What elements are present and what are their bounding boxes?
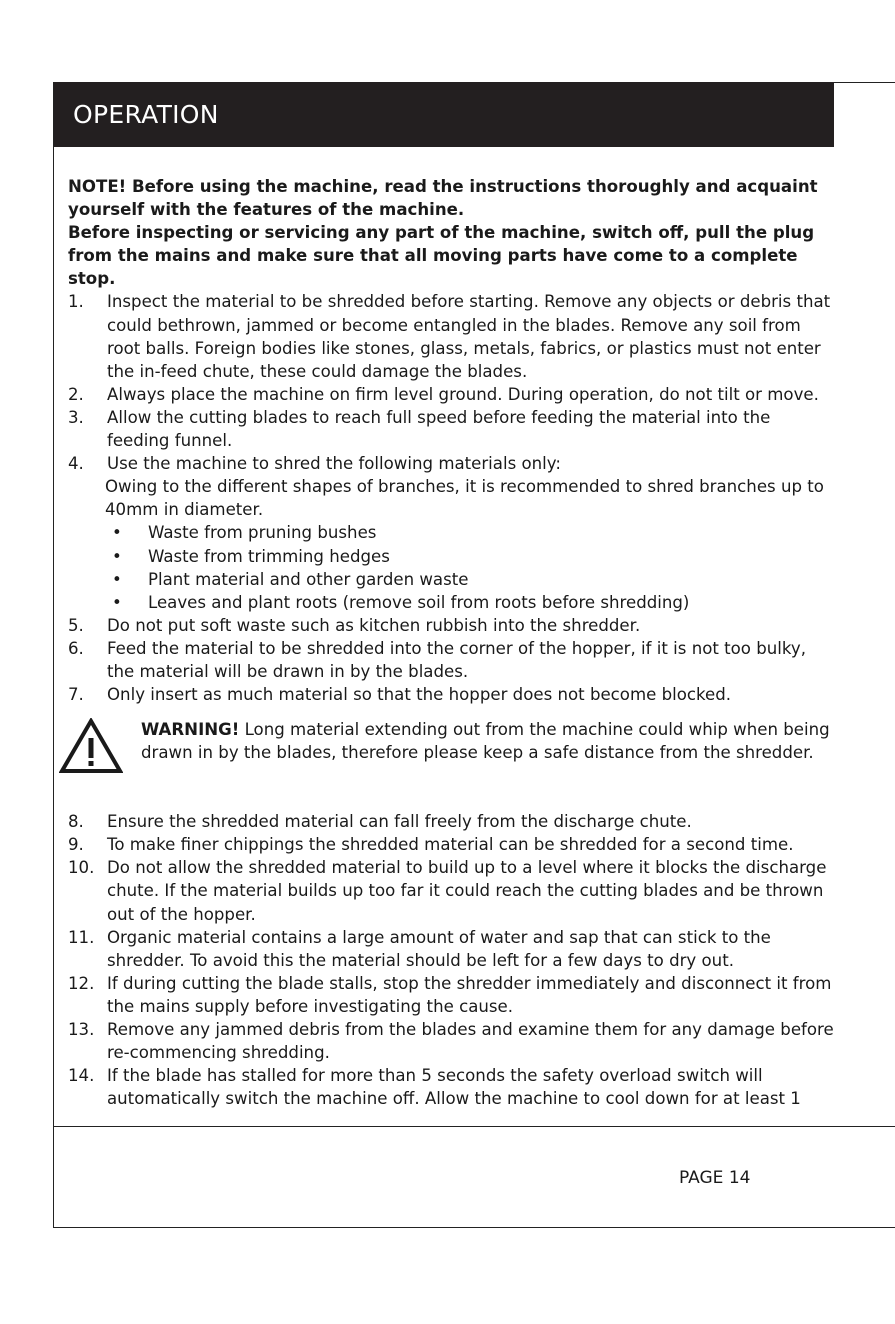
section-title: OPERATION: [73, 100, 219, 129]
item-number: 13.: [68, 1020, 95, 1039]
item-number: 6.: [68, 638, 84, 658]
item-text: If the blade has stalled for more than 5 seconds the safety overload switch will automatically switch the machine off. Allow the machine to cool down for at least 1: [107, 1066, 801, 1109]
bullet-text: Leaves and plant roots (remove soil from roots before shredding): [148, 592, 690, 612]
item-number: 7.: [68, 685, 84, 705]
bullet-item: [112, 521, 838, 544]
page-frame-left: [53, 82, 54, 1228]
item-text: Remove any jammed debris from the blades and examine them for any damage before re-commencing shredding.: [107, 1020, 834, 1063]
item-text: Ensure the shredded material can fall freely from the discharge chute.: [107, 812, 692, 832]
item-text: Always place the machine on firm level ground. During operation, do not tilt or move.: [107, 384, 819, 404]
item-number: 10.: [68, 858, 95, 878]
list-item: [68, 383, 838, 406]
operation-content: [68, 175, 838, 1110]
item-4-paragraph: Owing to the different shapes of branches, it is recommended to shred branches up to 40mm in diameter.: [105, 477, 824, 520]
item-number: 8.: [68, 812, 84, 832]
item-number: 11.: [68, 927, 95, 947]
item-text: Organic material contains a large amount of water and sap that can stick to the shredder. To avoid this the material should be left for a few days to dry out.: [107, 927, 771, 970]
footer-divider: [53, 1126, 895, 1127]
list-item: [68, 290, 838, 382]
warning-triangle-icon: [59, 718, 123, 774]
bullet-icon: •: [112, 523, 122, 543]
section-header-bar: [54, 82, 834, 147]
item-number: 1.: [68, 292, 84, 312]
item-text: Inspect the material to be shredded before starting. Remove any objects or debris that could bethrown, jammed or become entangled in the blades. Remove any soil from root balls. Foreign bodies like stones, glass, metals, fabrics, or plastics must not enter the in-feed chute, these could damage the blades.: [107, 292, 831, 381]
item-text: Only insert as much material so that the hopper does not become blocked.: [107, 685, 732, 705]
item-number: 5.: [68, 615, 84, 635]
page-frame-top-rule: [834, 82, 895, 83]
bullet-item: [112, 591, 838, 614]
list-item: [68, 406, 838, 452]
bullet-icon: •: [112, 569, 122, 589]
list-item: [68, 972, 838, 1018]
list-item: [68, 833, 838, 856]
item-number: 2.: [68, 384, 84, 404]
bullet-text: Waste from trimming hedges: [148, 546, 390, 566]
item-number: 4.: [68, 454, 84, 474]
item-number: 12.: [68, 973, 95, 993]
bullet-icon: •: [112, 546, 122, 566]
bullet-item: [112, 545, 838, 568]
item-text: Feed the material to be shredded into the corner of the hopper, if it is not too bulky, the material will be drawn in by the blades.: [107, 638, 807, 681]
item-number: 14.: [68, 1066, 95, 1086]
page-number: PAGE 14: [679, 1168, 751, 1188]
item-text: To make finer chippings the shredded material can be shredded for a second time.: [107, 835, 794, 855]
bullet-text: Plant material and other garden waste: [148, 569, 469, 589]
list-item: [68, 856, 838, 925]
warning-label: WARNING!: [141, 720, 240, 740]
bullet-item: [112, 568, 838, 591]
item-text: If during cutting the blade stalls, stop the shredder immediately and disconnect it from the mains supply before investigating the cause.: [107, 973, 832, 1016]
item-number: 9.: [68, 835, 84, 855]
note-safety: Before inspecting or servicing any part of the machine, switch off, pull the plug from the mains and make sure that all moving parts have come to a complete stop.: [68, 223, 815, 289]
item-number: 3.: [68, 407, 84, 427]
list-item: [68, 452, 838, 475]
warning-block: [68, 718, 838, 800]
bullet-icon: •: [112, 592, 122, 612]
warning-body: Long material extending out from the machine could whip when being drawn in by the blades, therefore please keep a safe distance from the shredder.: [141, 720, 830, 763]
list-item: [68, 810, 838, 833]
list-item: [68, 637, 838, 683]
item-text: Do not put soft waste such as kitchen rubbish into the shredder.: [107, 615, 641, 635]
note-intro: NOTE! Before using the machine, read the instructions thoroughly and acquaint yourself with the features of the machine.: [68, 177, 818, 220]
list-item: [68, 1064, 838, 1110]
item-text: Do not allow the shredded material to build up to a level where it blocks the discharge chute. If the material builds up too far it could reach the cutting blades and be thrown out of the hopper.: [107, 858, 827, 924]
list-item: [68, 683, 838, 706]
list-item: [68, 926, 838, 972]
bullet-text: Waste from pruning bushes: [148, 523, 377, 543]
item-text: Use the machine to shred the following materials only:: [107, 454, 561, 474]
list-item: [68, 1018, 838, 1064]
item-text: Allow the cutting blades to reach full speed before feeding the material into the feeding funnel.: [107, 407, 771, 451]
list-item: [68, 614, 838, 637]
warning-text: [141, 718, 831, 764]
page-frame-bottom: [53, 1227, 895, 1228]
